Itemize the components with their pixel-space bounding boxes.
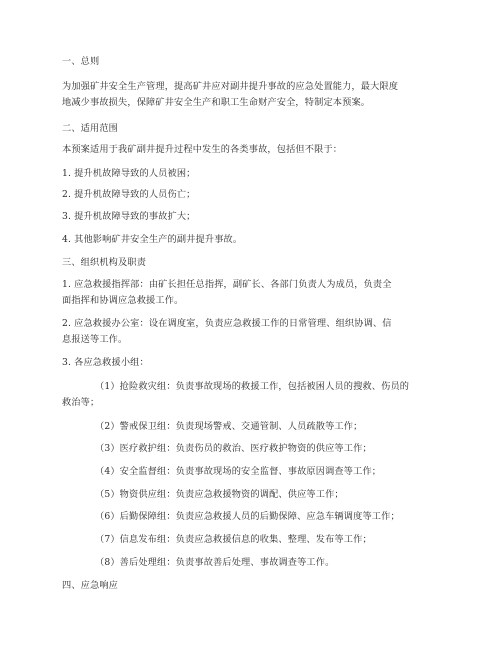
sub-list-item: （5）物资供应组：负责应急救援物资的调配、供应等工作； [95,489,344,500]
sub-list-item: （8）善后处理组：负责事故善后处理、事故调查等工作。 [95,557,335,568]
section-heading-general: 一、总则 [62,56,100,67]
list-item: 1. 应急救援指挥部：由矿长担任总指挥，副矿长、各部门负责人为成员，负责全 [62,279,392,290]
paragraph-line: 本预案适用于我矿副井提升过程中发生的各类事故，包括但不限于： [62,144,343,155]
sub-list-item: （6）后勤保障组：负责应急救援人员的后勤保障、应急车辆调度等工作； [95,511,400,522]
list-item: 1. 提升机故障导致的人员被困； [62,168,196,179]
paragraph-line: 为加强矿井安全生产管理，提高矿井应对副井提升事故的应急处置能力，最大限度 [62,81,399,92]
section-heading-organization: 三、组织机构及职责 [62,257,147,268]
section-heading-response: 四、应急响应 [62,580,119,591]
sub-list-item: （3）医疗救护组：负责伤员的救治、医疗救护物资的供应等工作； [95,443,372,454]
list-item: 3. 提升机故障导致的事故扩大； [62,211,196,222]
list-item: 面指挥和协调应急救援工作。 [62,295,184,306]
sub-list-item: （7）信息发布组：负责应急救援信息的收集、整理、发布等工作； [95,534,372,545]
sub-list-item: （4）安全监督组：负责事故现场的安全监督、事故原因调查等工作； [95,466,382,477]
section-heading-scope: 二、适用范围 [62,123,119,134]
list-item: 3. 各应急救援小组： [62,357,149,368]
list-item: 2. 提升机故障导致的人员伤亡； [62,189,196,200]
list-item: 2. 应急救援办公室：设在调度室，负责应急救援工作的日常管理、组织协调、信 [62,318,392,329]
sub-list-item: （2）警戒保卫组：负责现场警戒、交通管制、人员疏散等工作； [95,421,363,432]
paragraph-line: 地减少事故损失，保障矿井安全生产和职工生命财产安全，特制定本预案。 [62,97,371,108]
list-item: 息报送等工作。 [62,334,128,345]
sub-list-item: （1）抢险救灾组：负责事故现场的救援工作，包括被困人员的搜救、伤员的 [95,381,410,392]
sub-list-item: 救治等； [62,397,100,408]
list-item: 4. 其他影响矿井安全生产的副井提升事故。 [62,234,243,245]
